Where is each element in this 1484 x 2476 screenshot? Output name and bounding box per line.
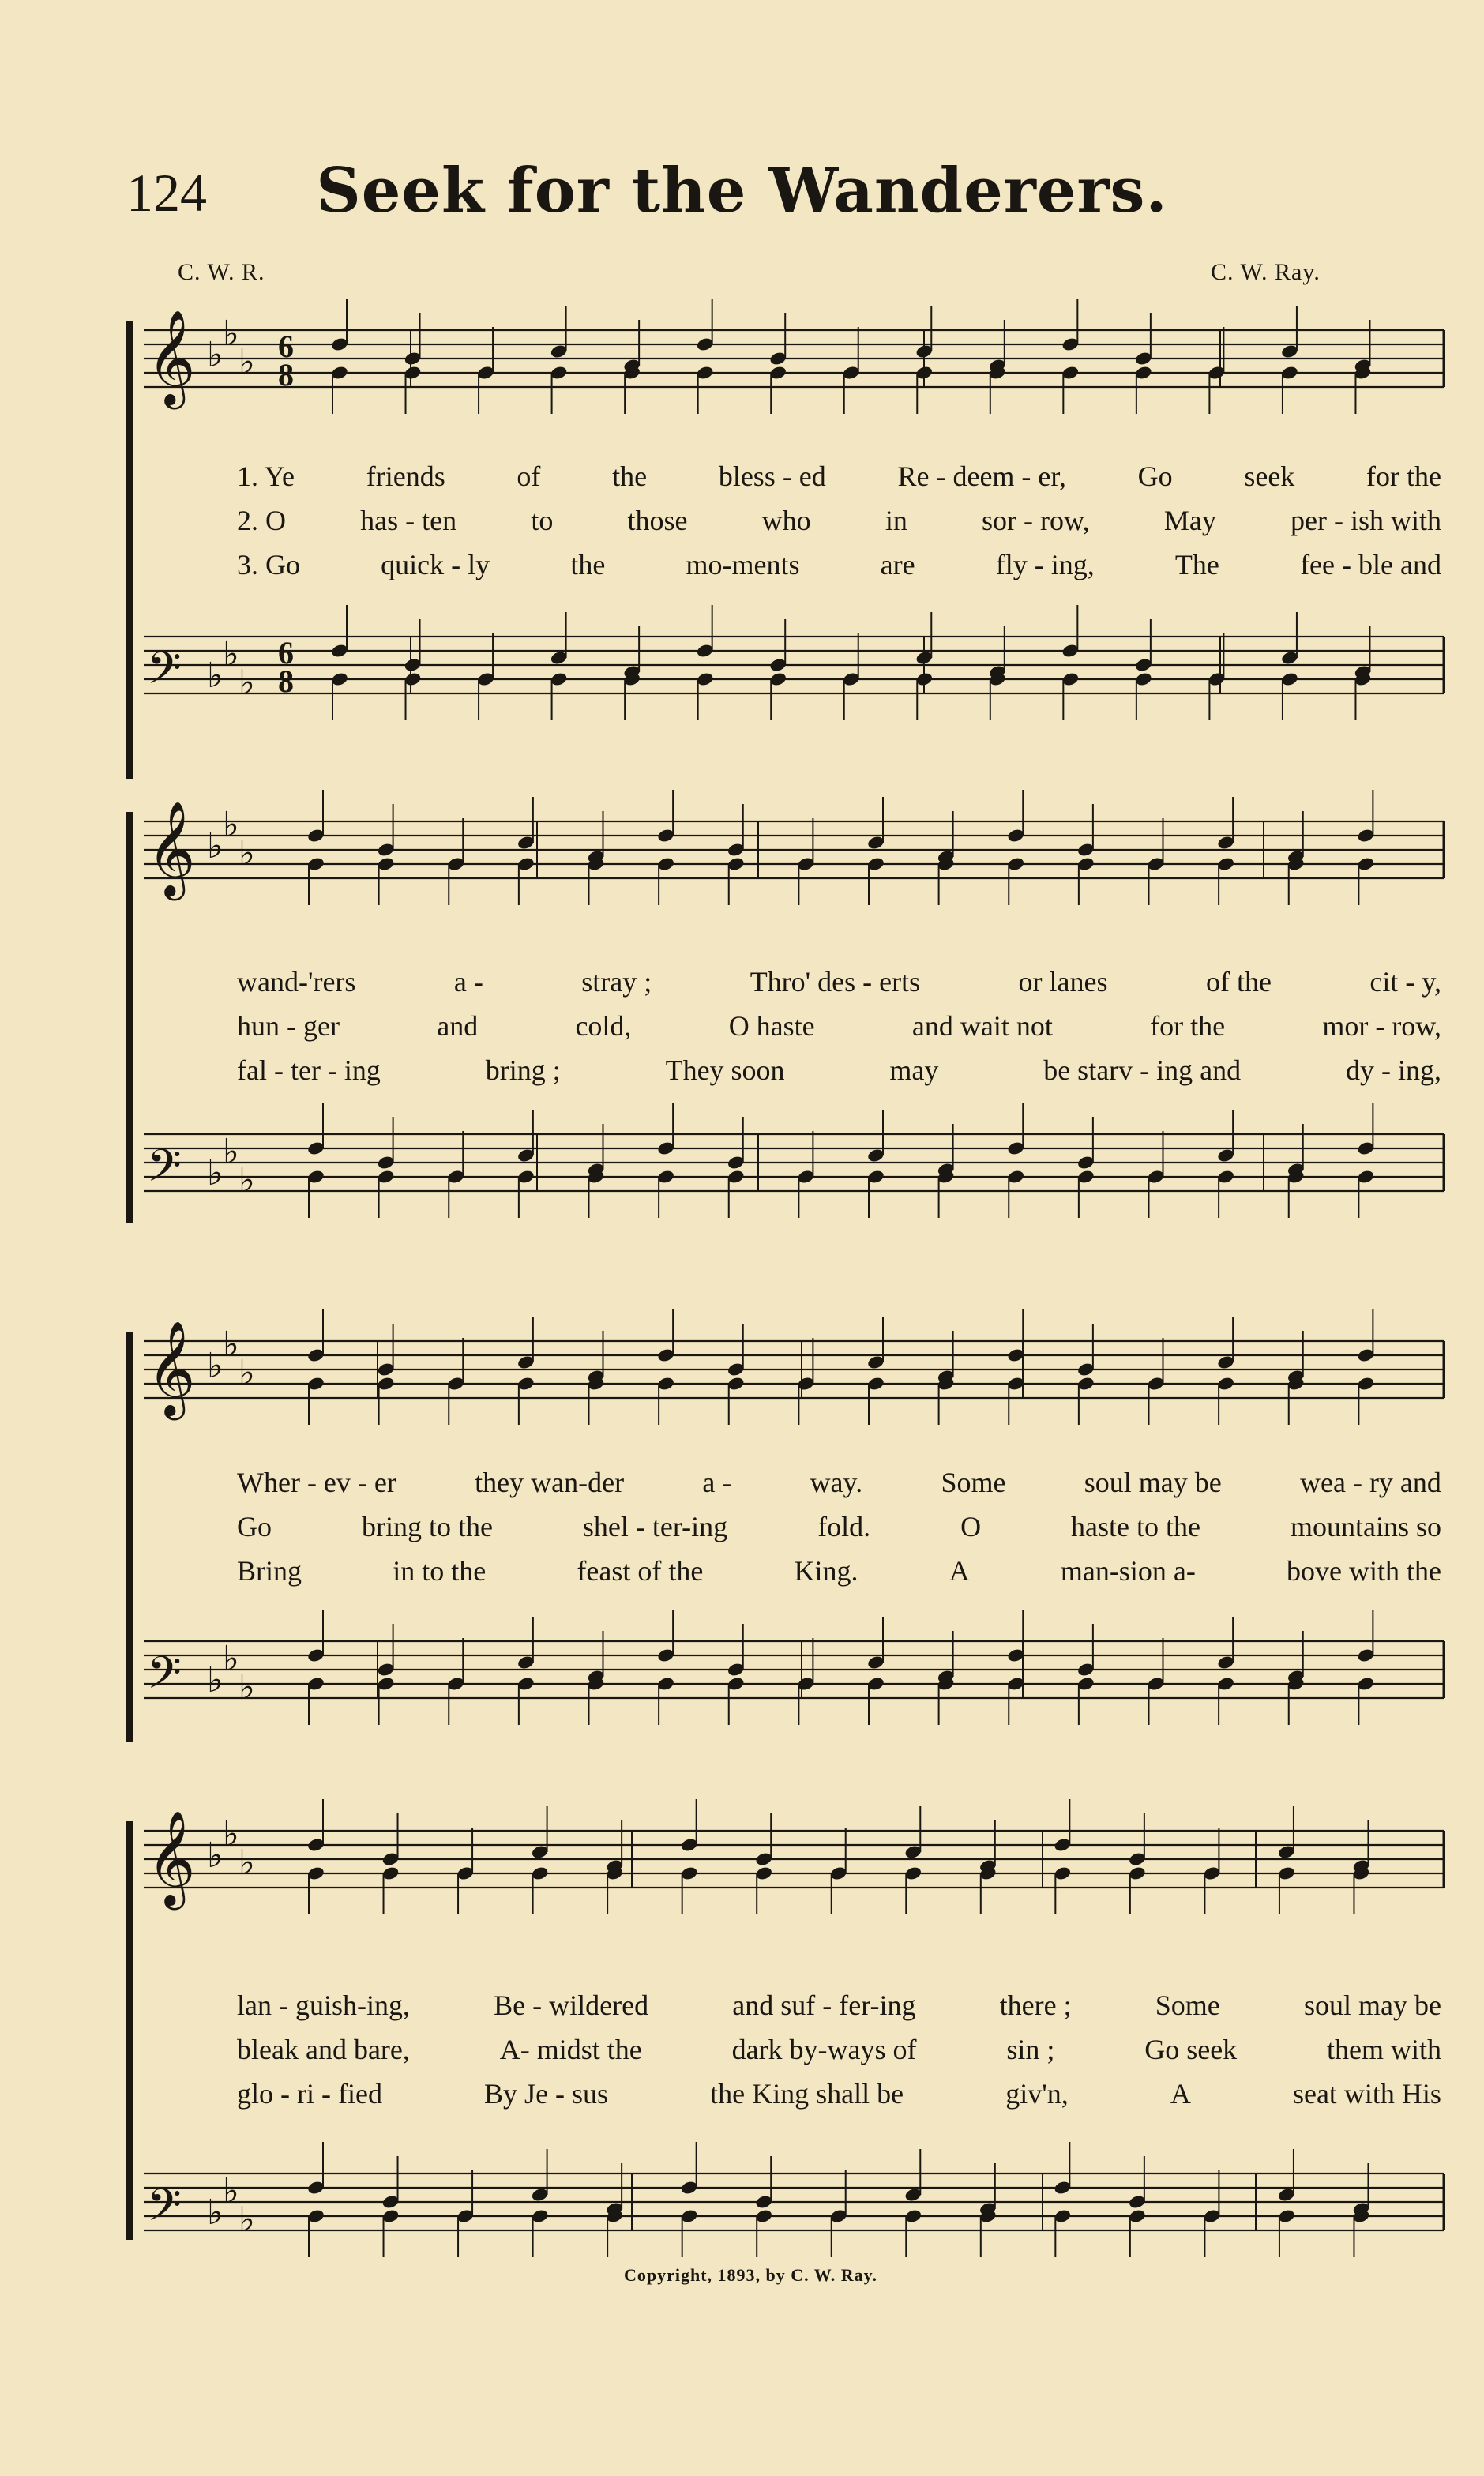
lyric-line <box>237 2033 1441 2066</box>
lyric-word: the <box>570 549 606 580</box>
lyric-word: fly - ing, <box>995 549 1095 580</box>
treble-clef-icon: 𝄞 <box>147 800 196 896</box>
lyric-word: 2. O <box>237 505 286 536</box>
flat-icon: ♭ <box>239 2200 255 2240</box>
lyric-word: mo-ments <box>686 549 800 580</box>
hymn-title: Seek for the Wanderers. <box>316 155 1168 227</box>
lyric-word: wand-'rers <box>237 966 356 998</box>
lyric-word: may <box>889 1054 939 1086</box>
system-bar <box>126 1125 133 1200</box>
flat-icon: ♭ <box>239 1667 255 1708</box>
flat-icon: ♭ <box>207 1660 224 1700</box>
lyric-line <box>237 1989 1441 2022</box>
lyric-word: 1. Ye <box>237 460 295 492</box>
lyric-word: in <box>885 505 907 536</box>
flat-icon: ♭ <box>207 2192 224 2233</box>
lyric-word: seat with His <box>1292 2078 1441 2110</box>
lyric-line <box>237 1054 1441 1087</box>
composer-credit: C. W. Ray. <box>1211 259 1321 285</box>
flat-icon: ♭ <box>223 1324 239 1365</box>
lyric-line <box>237 460 1441 493</box>
flat-icon: ♭ <box>223 1639 239 1679</box>
lyric-word: A- midst the <box>499 2034 642 2065</box>
lyric-word: Go <box>237 1511 272 1542</box>
lyric-word: those <box>627 505 688 536</box>
lyric-word: glo - ri - fied <box>237 2078 382 2110</box>
lyric-word: way. <box>810 1467 863 1498</box>
lyric-word: fee - ble and <box>1300 549 1441 580</box>
time-signature-top: 6 <box>278 635 294 671</box>
lyric-word: bove with the <box>1287 1555 1441 1587</box>
lyric-word: of the <box>1205 966 1272 998</box>
lyric-word: May <box>1163 505 1216 536</box>
lyric-word: haste to the <box>1071 1511 1200 1542</box>
lyric-word: bless - ed <box>718 460 826 492</box>
bass-clef-icon: 𝄢 <box>147 1648 182 1710</box>
flat-icon: ♭ <box>207 826 224 866</box>
flat-icon: ♭ <box>239 342 255 382</box>
bass-staff-system-2 <box>0 1098 1484 1272</box>
lyric-word: for the <box>1150 1010 1226 1042</box>
system-bar <box>126 2164 133 2240</box>
lyric-word: Be - wildered <box>494 1989 649 2021</box>
page-number: 124 <box>126 163 207 223</box>
flat-icon: ♭ <box>207 1346 224 1386</box>
lyric-word: stray ; <box>581 966 652 998</box>
time-signature-bottom: 8 <box>278 357 294 393</box>
lyricist-credit: C. W. R. <box>178 259 265 285</box>
lyric-word: Go <box>1137 460 1173 492</box>
lyric-line <box>237 504 1441 537</box>
lyric-word: quick - ly <box>381 549 490 580</box>
flat-icon: ♭ <box>207 1153 224 1193</box>
bass-staff-system-3 <box>0 1603 1484 1777</box>
treble-clef-icon: 𝄞 <box>147 1809 196 1906</box>
lyric-line <box>237 1009 1441 1043</box>
lyric-word: Re - deem - er, <box>897 460 1066 492</box>
lyric-word: dy - ing, <box>1345 1054 1441 1086</box>
lyric-word: are <box>880 549 915 580</box>
flat-icon: ♭ <box>239 833 255 874</box>
flat-icon: ♭ <box>223 314 239 354</box>
lyric-word: 3. Go <box>237 549 300 580</box>
treble-clef-icon: 𝄞 <box>147 1320 196 1416</box>
lyric-line <box>237 2077 1441 2110</box>
lyric-word: Thro' des - erts <box>750 966 921 998</box>
lyric-word: to <box>531 505 554 536</box>
lyric-line <box>237 1554 1441 1587</box>
lyric-word: bring to the <box>361 1511 493 1542</box>
lyric-word: has - ten <box>360 505 457 536</box>
time-signature-top: 6 <box>278 329 294 364</box>
lyric-word: seek <box>1244 460 1295 492</box>
lyric-word: The <box>1174 549 1219 580</box>
bass-clef-icon: 𝄢 <box>147 1140 182 1203</box>
lyric-word: King. <box>794 1555 858 1587</box>
lyric-word: in to the <box>393 1555 487 1587</box>
lyric-word: for the <box>1366 460 1441 492</box>
bass-clef-icon: 𝄢 <box>147 2180 182 2242</box>
lyric-word: O haste <box>728 1010 815 1042</box>
lyric-word: bleak and bare, <box>237 2034 410 2065</box>
lyric-word: man-sion a- <box>1060 1555 1196 1587</box>
treble-staff-system-2 <box>0 800 1484 964</box>
system-bar <box>126 1632 133 1708</box>
lyric-word: and wait not <box>911 1010 1053 1042</box>
flat-icon: ♭ <box>239 663 255 703</box>
flat-icon: ♭ <box>207 656 224 696</box>
lyric-word: lan - guish-ing, <box>237 1989 410 2021</box>
lyric-word: a - <box>702 1467 732 1498</box>
lyric-word: They soon <box>665 1054 785 1086</box>
lyric-word: per - ish with <box>1291 505 1441 536</box>
lyric-word: fold. <box>817 1511 871 1542</box>
lyric-word: cold, <box>575 1010 632 1042</box>
treble-clef-icon: 𝄞 <box>147 309 196 405</box>
flat-icon: ♭ <box>223 1814 239 1854</box>
lyric-word: them with <box>1327 2034 1441 2065</box>
lyric-word: wea - ry and <box>1300 1467 1441 1498</box>
flat-icon: ♭ <box>207 335 224 375</box>
lyric-word: A <box>1170 2078 1191 2110</box>
lyric-word: Go seek <box>1144 2034 1238 2065</box>
lyric-word: giv'n, <box>1005 2078 1069 2110</box>
bass-staff-system-1 <box>0 600 1484 774</box>
flat-icon: ♭ <box>239 1353 255 1393</box>
lyric-word: hun - ger <box>237 1010 340 1042</box>
lyric-word: soul may be <box>1303 1989 1441 2021</box>
flat-icon: ♭ <box>223 1132 239 1172</box>
treble-staff-system-4 <box>0 1801 1484 1974</box>
treble-staff-system-3 <box>0 1303 1484 1461</box>
lyric-word: O <box>960 1511 982 1542</box>
lyric-word: A <box>949 1555 970 1587</box>
lyric-word: Some <box>1155 1989 1220 2021</box>
copyright-notice: Copyright, 1893, by C. W. Ray. <box>624 2265 877 2285</box>
lyric-word: sin ; <box>1006 2034 1055 2065</box>
flat-icon: ♭ <box>223 634 239 674</box>
lyric-word: mountains so <box>1290 1511 1441 1542</box>
lyric-word: Bring <box>237 1555 302 1587</box>
time-signature-bottom: 8 <box>278 663 294 699</box>
lyric-word: the King shall be <box>710 2078 904 2110</box>
lyric-word: and suf - fer-ing <box>732 1989 916 2021</box>
lyric-word: By Je - sus <box>484 2078 609 2110</box>
lyric-word: bring ; <box>485 1054 561 1086</box>
lyric-word: a - <box>453 966 483 998</box>
lyric-line <box>237 1466 1441 1499</box>
flat-icon: ♭ <box>239 1160 255 1200</box>
lyric-word: friends <box>366 460 445 492</box>
treble-staff-system-1 <box>0 309 1484 474</box>
bass-clef-icon: 𝄢 <box>147 643 182 705</box>
lyric-line <box>237 548 1441 581</box>
lyric-word: feast of the <box>577 1555 704 1587</box>
lyric-word: cit - y, <box>1369 966 1441 998</box>
flat-icon: ♭ <box>239 1843 255 1883</box>
lyric-word: and <box>437 1010 479 1042</box>
lyric-word: or lanes <box>1018 966 1108 998</box>
lyric-word: who <box>761 505 811 536</box>
lyric-word: soul may be <box>1084 1467 1222 1498</box>
lyric-word: mor - row, <box>1322 1010 1441 1042</box>
lyric-word: dark by-ways of <box>731 2034 917 2065</box>
lyric-word: be starv - ing and <box>1043 1054 1242 1086</box>
lyric-word: Wher - ev - er <box>237 1467 396 1498</box>
lyric-word: shel - ter-ing <box>582 1511 728 1542</box>
lyric-line <box>237 965 1441 998</box>
lyric-line <box>237 1510 1441 1543</box>
lyric-word: there ; <box>999 1989 1072 2021</box>
flat-icon: ♭ <box>223 2171 239 2211</box>
lyric-word: of <box>517 460 541 492</box>
lyric-word: they wan-der <box>475 1467 625 1498</box>
lyric-word: Some <box>941 1467 1006 1498</box>
flat-icon: ♭ <box>223 805 239 845</box>
system-bar <box>126 627 133 703</box>
flat-icon: ♭ <box>207 1835 224 1876</box>
lyric-word: fal - ter - ing <box>237 1054 381 1086</box>
lyric-word: the <box>612 460 648 492</box>
lyric-word: sor - row, <box>982 505 1090 536</box>
